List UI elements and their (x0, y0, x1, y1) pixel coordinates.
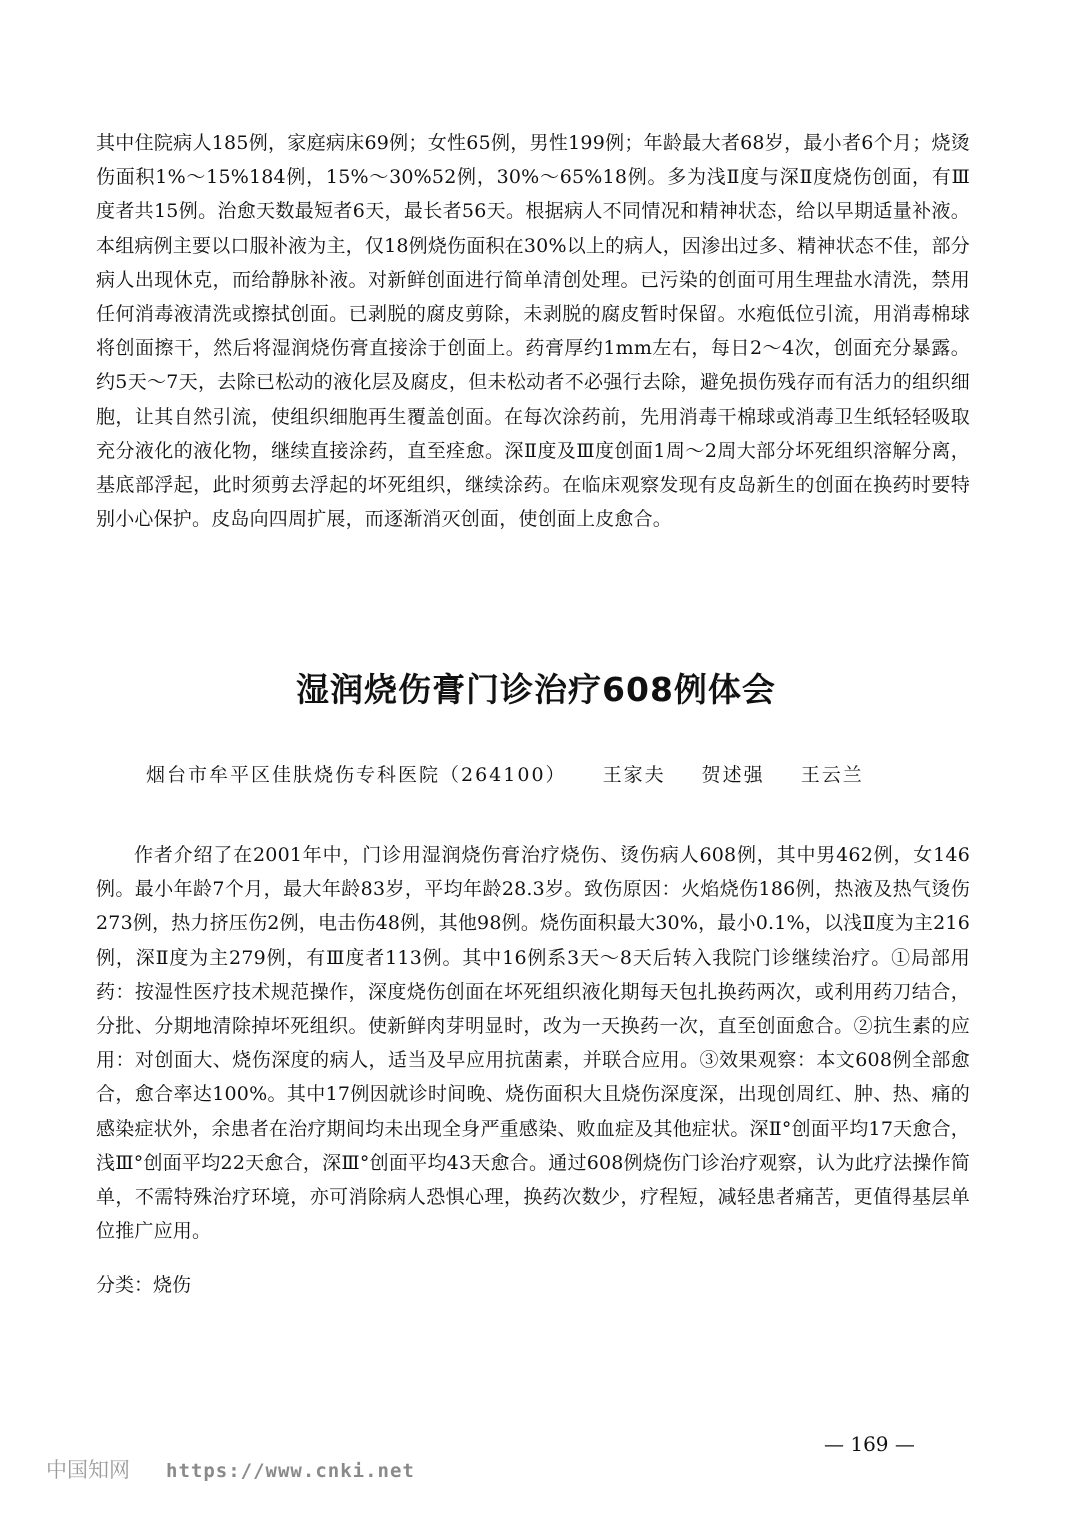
author-institution: 烟台市牟平区佳肤烧伤专科医院（264100） (146, 764, 567, 786)
byline (146, 760, 892, 787)
abstract-paragraph: 作者介绍了在2001年中，门诊用湿润烧伤膏治疗烧伤、烫伤病人608例，其中男462例，女146例。最小年龄7个月，最大年龄83岁，平均年龄28.3岁。致伤原因：火焰烧伤186例，热液及热气烫伤273例，热力挤压伤2例，电击伤48例，其他98例。烧伤面积最大30%，最小0.1%，以浅Ⅱ度为主216例，深Ⅱ度为主279例，有Ⅲ度者113例。其中16例系3天～8天后转入我院门诊继续治疗。①局部用药：按湿性医疗技术规范操作，深度烧伤创面在坏死组织液化期每天包扎换药两次，或利用药刀结合，分批、分期地清除掉坏死组织。使新鲜肉芽明显时，改为一天换药一次，直至创面愈合。②抗生素的应用：对创面大、烧伤深度的病人，适当及早应用抗菌素，并联合应用。③效果观察：本文608例全部愈合，愈合率达100%。其中17例因就诊时间晚、烧伤面积大且烧伤深度深，出现创周红、肿、热、痛的感染症状外，余患者在治疗期间均未出现全身严重感染、败血症及其他症状。深Ⅱ°创面平均17天愈合，浅Ⅲ°创面平均22天愈合，深Ⅲ°创面平均43天愈合。通过608例烧伤门诊治疗观察，认为此疗法操作简单，不需特殊治疗环境，亦可消除病人恐惧心理，换药次数少，疗程短，减轻患者痛苦，更值得基层单位推广应用。 (96, 844, 970, 1243)
author-name: 贺述强 (701, 764, 765, 786)
body-paragraph-continued: 其中住院病人185例，家庭病床69例；女性65例，男性199例；年龄最大者68岁，最小者6个月；烧烫伤面积1%～15%184例，15%～30%52例，30%～65%18例。多为浅Ⅱ度与深Ⅱ度烧伤创面，有Ⅲ度者共15例。治愈天数最短者6天，最长者56天。根据病人不同情况和精神状态，给以早期适量补液。本组病例主要以口服补液为主，仅18例烧伤面积在30%以上的病人，因渗出过多、精神状态不佳，部分病人出现休克，而给静脉补液。对新鲜创面进行简单清创处理。已污染的创面可用生理盐水清洗，禁用任何消毒液清洗或擦拭创面。已剥脱的腐皮剪除，未剥脱的腐皮暂时保留。水疱低位引流，用消毒棉球将创面擦干，然后将湿润烧伤膏直接涂于创面上。药膏厚约1mm左右，每日2～4次，创面充分暴露。约5天～7天，去除已松动的液化层及腐皮，但未松动者不必强行去除，避免损伤残存而有活力的组织细胞，让其自然引流，使组织细胞再生覆盖创面。在每次涂药前，先用消毒干棉球或消毒卫生纸轻轻吸取充分液化的液化物，继续直接涂药，直至痊愈。深Ⅱ度及Ⅲ度创面1周～2周大部分坏死组织溶解分离，基底部浮起，此时须剪去浮起的坏死组织，继续涂药。在临床观察发现有皮岛新生的创面在换药时要特别小心保护。皮岛向四周扩展，而逐渐消灭创面，使创面上皮愈合。 (96, 132, 970, 531)
category-label: 分类：烧伤 (96, 1274, 192, 1296)
watermark-name: 中国知网 (46, 1458, 130, 1482)
author-name: 王云兰 (800, 764, 864, 786)
watermark-url: https://www.cnki.net (166, 1460, 415, 1482)
cnki-watermark (46, 1454, 415, 1484)
article-title: 湿润烧伤膏门诊治疗608例体会 (296, 670, 776, 709)
author-name: 王家夫 (602, 764, 666, 786)
page-number: — 169 — (824, 1432, 915, 1456)
